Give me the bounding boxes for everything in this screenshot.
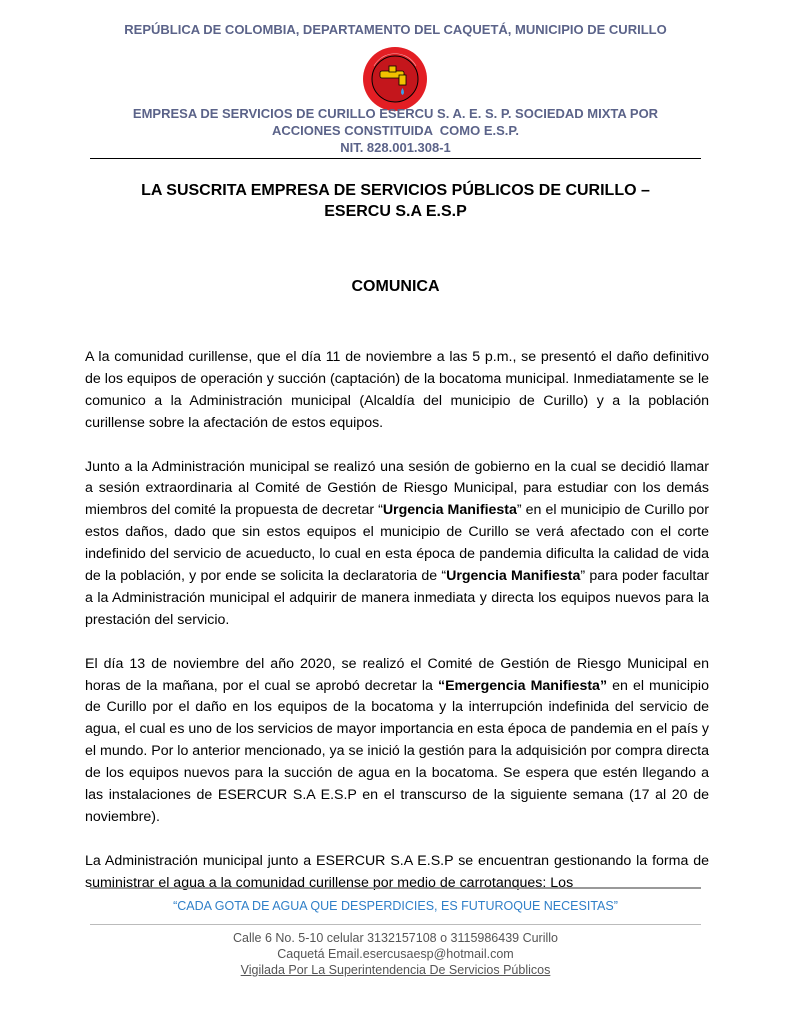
company-nit: NIT. 828.001.308-1 [340,140,451,155]
section-heading: COMUNICA [351,278,440,295]
p3-text-c: en el municipio de Curillo por el daño en los equipos de la bocatoma y la interrupción indefinida del servicio de agua, el cual es uno de los servicios de mayor importancia en esta época de pandemia en el país y el mundo. Por lo anterior mencionado, ya se inició la gestión para la adquisición por compra directa de los equipos nuevos para la succión de agua en la bocatoma. Se espera que estén llegando a las instalaciones de ESERCUR S.A E.S.P en el transcurso de la siguiente semana (17 al 20 de noviembre). [85,677,709,825]
p2-text-c: ” en el municipio de Curillo por estos daños, dado que sin estos equipos el municipio de Curillo se verá afectado con el corte indefinido del servicio de acueducto, lo cual en esta época de pandemia dificulta la calidad de vida de la población, y por ende se solicita la declaratoria de “ [85,502,709,585]
p3-bold-emergencia: “Emergencia Manifiesta” [437,677,608,694]
footer-email: Caquetá Email.esercusaesp@hotmail.com [277,947,514,961]
footer-divider [90,887,701,889]
header-top-line: REPÚBLICA DE COLOMBIA, DEPARTAMENTO DEL CAQUETÁ, MUNICIPIO DE CURILLO [124,22,667,37]
footer-address: Calle 6 No. 5-10 celular 3132157108 o 3115986439 Curillo [233,931,558,945]
p2-bold-urgencia-1: Urgencia Manifiesta [382,502,517,519]
company-logo [362,46,428,112]
p2-text-a: Junto a la Administración municipal se realizó una sesión de gobierno en la cual se decidió llamar a sesión extraordinaria al Comité de Gestión de Riesgo Municipal, para estudiar con los demás miembros del comité la propuesta de decretar “ [85,458,709,519]
paragraph-3 [85,654,709,829]
document-body [85,347,709,917]
document-title [0,180,791,222]
footer-slogan: “CADA GOTA DE AGUA QUE DESPERDICIES, ES FUTUROQUE NECESITAS” [173,899,618,913]
company-name-line2: ACCIONES CONSTITUIDA COMO E.S.P. [271,123,520,138]
footer-contact [0,930,791,978]
title-line2: ESERCU S.A E.S.P [324,203,467,220]
p2-bold-urgencia-2: Urgencia Manifiesta [446,568,581,585]
paragraph-1: A la comunidad curillense, que el día 11 de noviembre a las 5 p.m., se presentó el daño definitivo de los equipos de operación y succión (captación) de la bocatoma municipal. Inmediatamente se le comunico a la Administración municipal (Alcaldía del municipio de Curillo) y a la población curillense sobre la afectación de estos equipos. [85,349,709,431]
slogan-divider [90,924,701,925]
title-line1: LA SUSCRITA EMPRESA DE SERVICIOS PÚBLICOS DE CURILLO – [141,182,650,199]
p3-text-a: El día 13 de noviembre del año 2020, se realizó el Comité de Gestión de Riesgo Municipal en horas de la mañana, por el cual se aprobó decretar la [85,655,709,694]
p2-text-d: ” para poder facultar a la Administración municipal el adquirir de manera inmediata y directa los equipos nuevos para la prestación del servicio. [85,568,709,628]
header-divider [90,158,701,159]
footer-supervision-link[interactable]: Vigilada Por La Superintendencia De Servicios Públicos [240,963,551,977]
company-name-line1: EMPRESA DE SERVICIOS DE CURILLO ESERCU S. A. E. S. P. SOCIEDAD MIXTA POR [132,106,659,121]
paragraph-2 [85,457,709,632]
paragraph-4: La Administración municipal junto a ESERCUR S.A E.S.P se encuentran gestionando la forma de suministrar el agua a la comunidad curillense por medio de carrotanques: Los [85,852,709,891]
company-header [0,105,791,156]
faucet-logo-icon [362,46,428,112]
